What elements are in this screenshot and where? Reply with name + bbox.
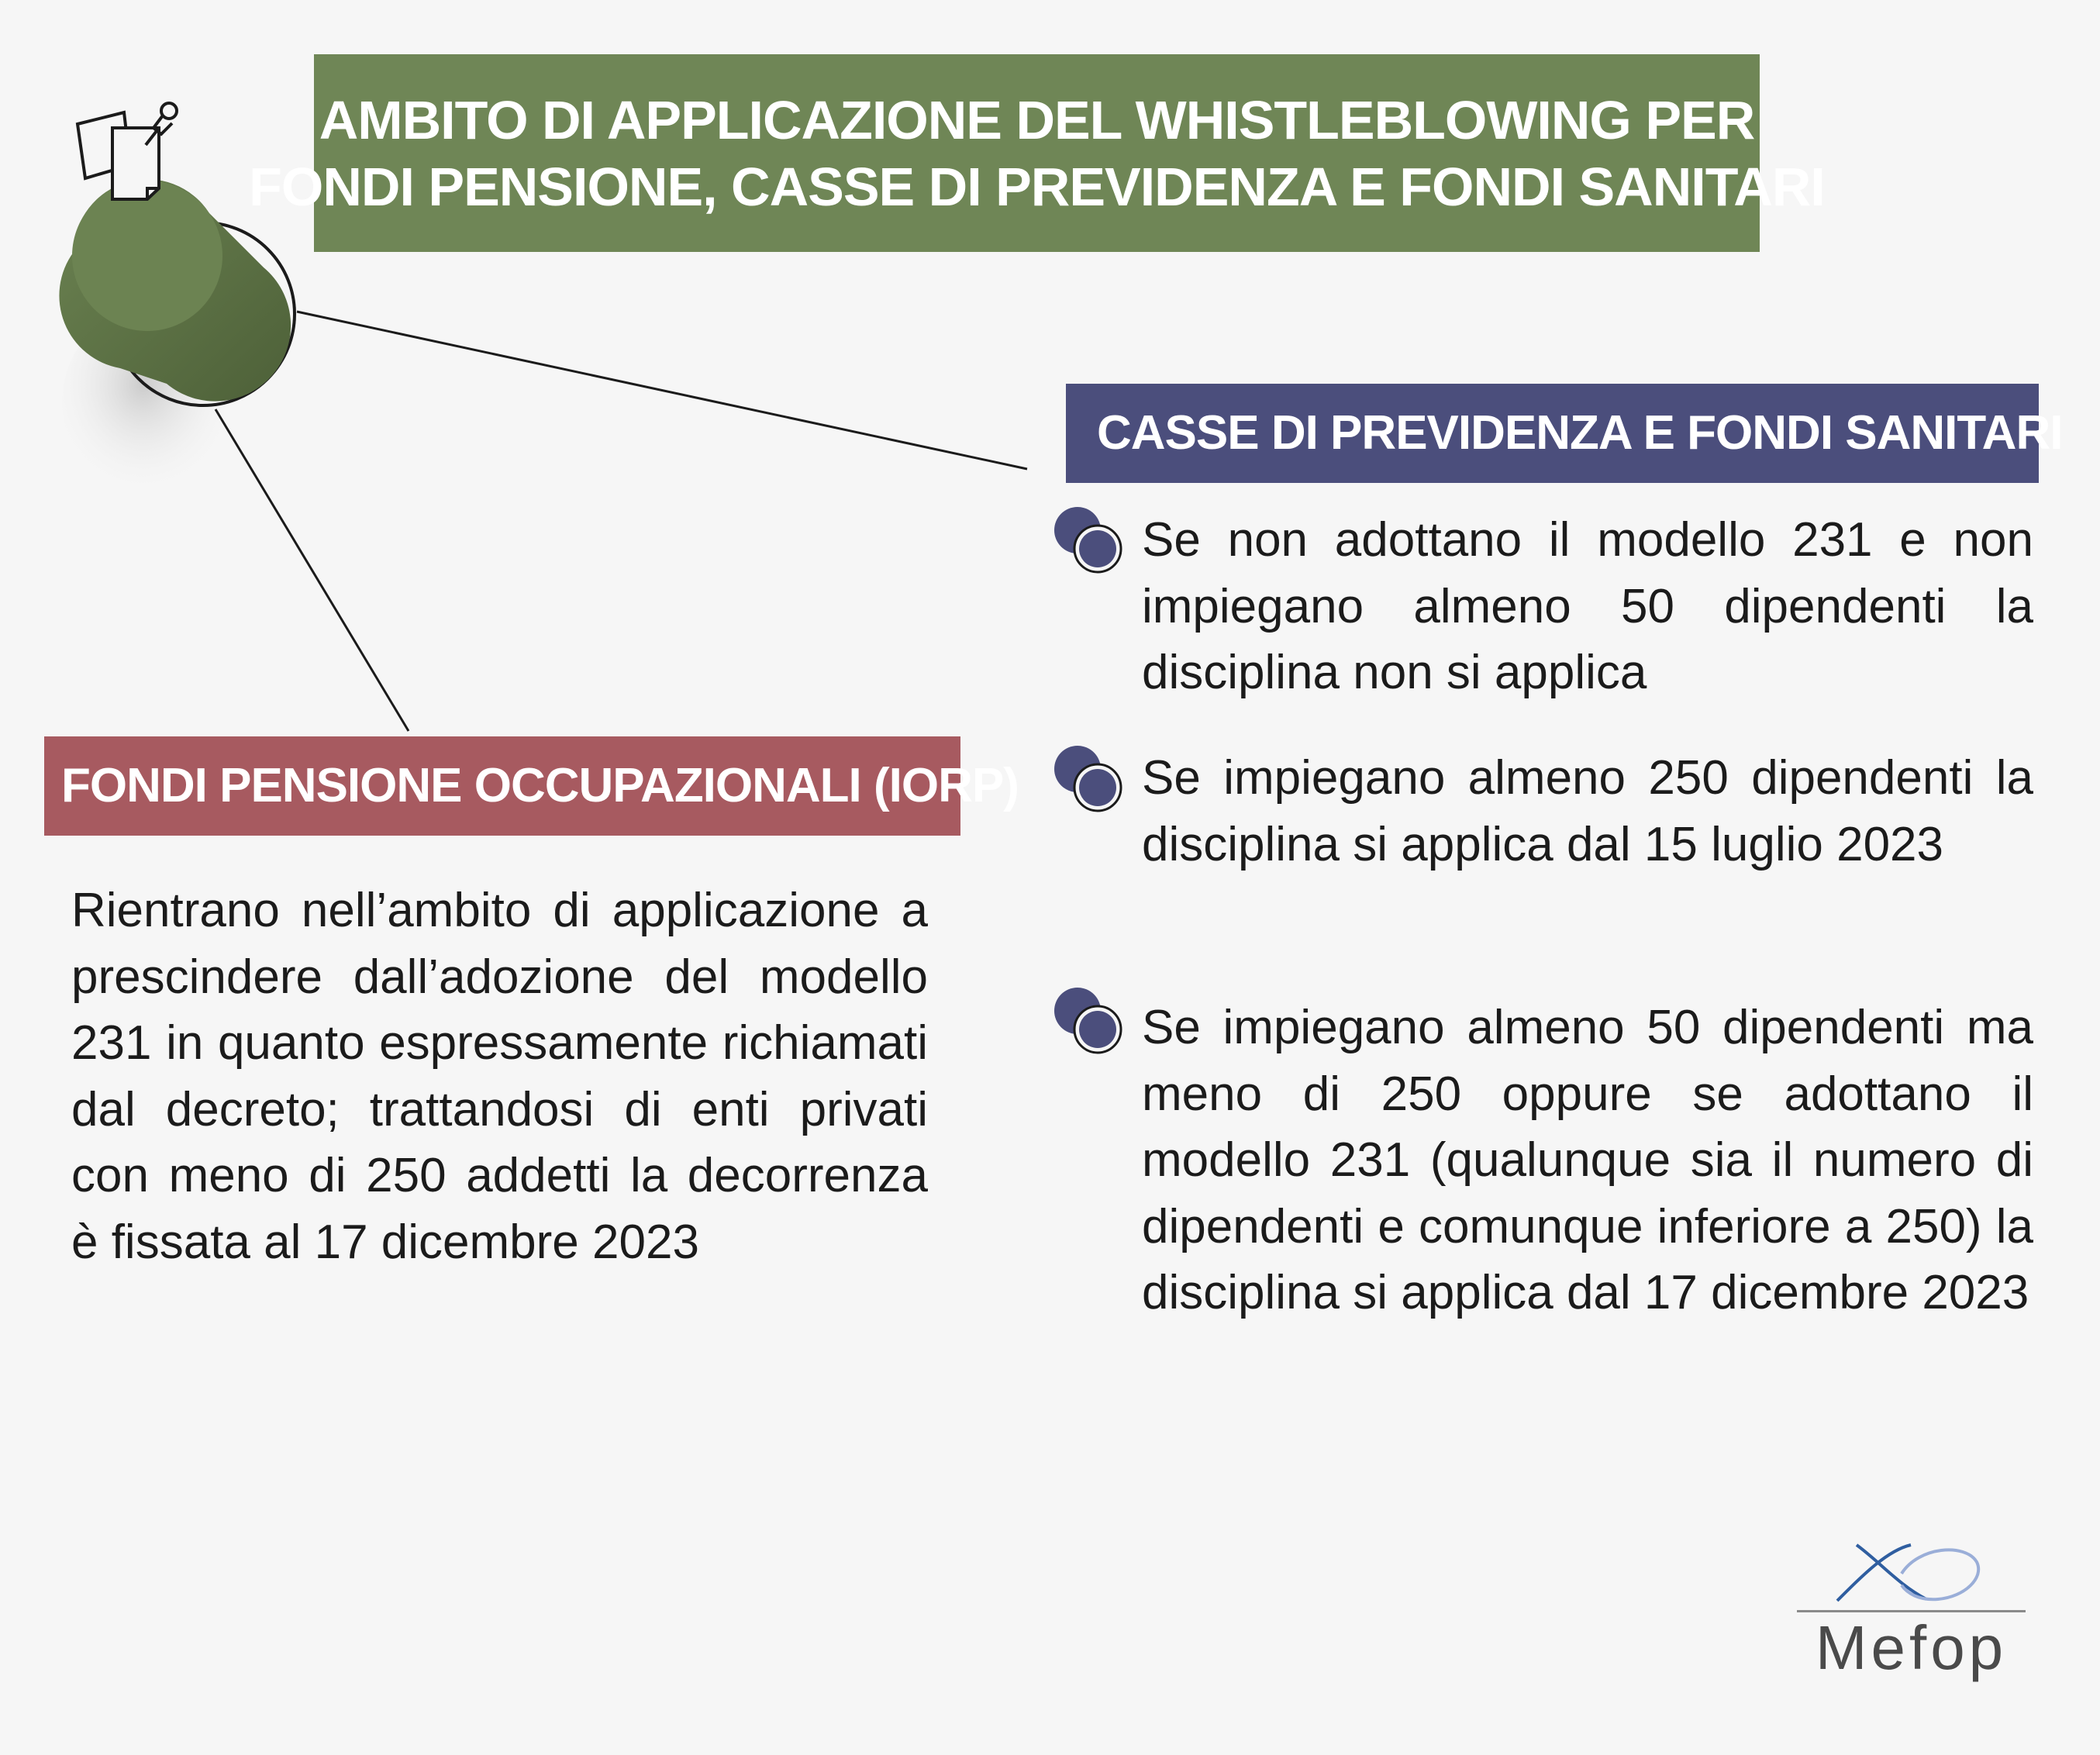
page-title — [249, 54, 1825, 252]
bullet-dot-icon — [1053, 986, 1130, 1064]
bullet-text-1: Se non adottano il modello 231 e non impiegano almeno 50 dipendenti la disciplina non si applica — [1142, 513, 2033, 699]
bullet-text-3: Se impiegano almeno 50 dipendenti ma meno di 250 oppure se adottano il modello 231 (qualunque sia il numero di dipendenti e comunque inferiore a 250) la disciplina si applica dal 17 dicembre 2023 — [1142, 1001, 2033, 1319]
bullet-text-2: Se impiegano almeno 250 dipendenti la disciplina si applica dal 15 luglio 2023 — [1142, 751, 2033, 871]
connector-right — [297, 312, 1027, 469]
document-pin-icon — [70, 97, 194, 225]
left-section-header: FONDI PENSIONE OCCUPAZIONALI (IORP) — [44, 736, 960, 836]
logo-wordmark: Mefop — [1815, 1613, 2008, 1682]
right-section-header: CASSE DI PREVIDENZA E FONDI SANITARI — [1066, 384, 2039, 483]
title-line-1: AMBITO DI APPLICAZIONE DEL WHISTLEBLOWING PER — [319, 89, 1755, 150]
mefop-logo-icon — [1833, 1539, 1988, 1605]
connector-left — [216, 409, 409, 731]
bullet-dot-icon — [1053, 505, 1130, 583]
title-line-2: FONDI PENSIONE, CASSE DI PREVIDENZA E FONDI SANITARI — [249, 156, 1825, 217]
left-section-text: Rientrano nell’ambito di applicazione a prescindere dall’adozione del modello 231 in quanto espressamente richiamati dal decreto; trattandosi di enti privati con meno di 250 addetti la decorrenza è fissata al 17 dicembre 2023 — [71, 884, 928, 1269]
bullet-dot-icon — [1053, 744, 1130, 822]
